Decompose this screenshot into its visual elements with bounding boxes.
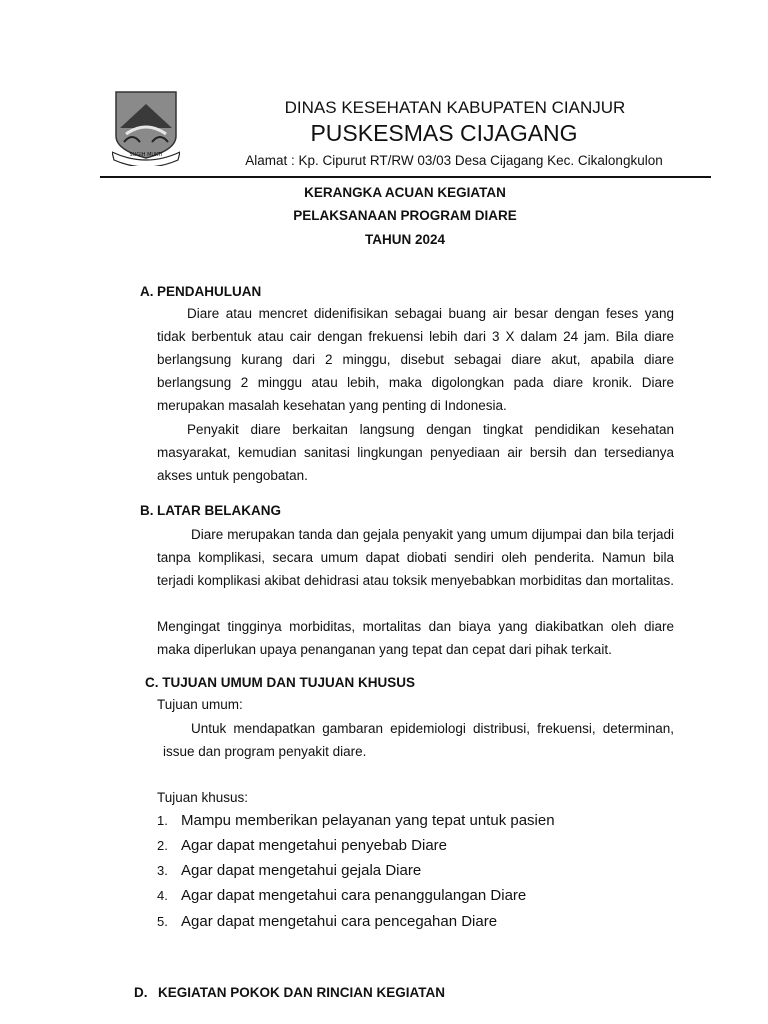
list-item: 4. Agar dapat mengetahui cara penanggulangan Diare [157, 887, 527, 904]
puskesmas-name: PUSKESMAS CIJAGANG [310, 120, 578, 146]
list-item: 1. Mampu memberikan pelayanan yang tepat untuk pasien [157, 812, 555, 829]
tujuan-khusus-label: Tujuan khusus: [157, 790, 249, 805]
tujuan-umum-text: Untuk mendapatkan gambaran epidemiologi distribusi, frekuensi, determinan, issue dan program penyakit diare. [163, 721, 674, 759]
section-a-label: A. [140, 284, 154, 299]
list-item: 5. Agar dapat mengetahui cara pencegahan Diare [157, 913, 498, 930]
section-d-label: D. [134, 985, 148, 1000]
section-b-para1: Diare merupakan tanda dan gejala penyakit yang umum dijumpai dan bila terjadi tanpa komplikasi, secara umum dapat diobati sendiri oleh penderita. Namun bila terjadi komplikasi akibat dehidrasi atau toksik menyebabkan morbiditas dan mortalitas. [157, 527, 675, 588]
list-item: 3. Agar dapat mengetahui gejala Diare [157, 862, 422, 879]
doc-title-2: PELAKSANAAN PROGRAM DIARE [293, 208, 517, 223]
tujuan-umum-label: Tujuan umum: [157, 697, 243, 712]
section-a-para1: Diare atau mencret didenifisikan sebagai buang air besar dengan feses yang tidak berbentuk atau cair dengan frekuensi lebih dari 3 X dalam 24 jam. Bila diare berlangsung kurang dari 2 minggu, disebut sebagai diare akut, apabila diare berlangsung 2 minggu atau lebih, maka digolongkan pada diare kronik. Diare merupakan masalah kesehatan yang penting di Indonesia. [157, 306, 674, 413]
logo-motto: SUGIH MUKTI [129, 152, 163, 158]
header-divider [100, 176, 711, 178]
section-c-heading: C. TUJUAN UMUM DAN TUJUAN KHUSUS [145, 675, 415, 690]
doc-title-1: KERANGKA ACUAN KEGIATAN [304, 185, 506, 200]
section-b-label: B. [140, 503, 154, 518]
section-b-heading: LATAR BELAKANG [157, 503, 281, 518]
doc-title-3: TAHUN 2024 [364, 232, 446, 247]
section-a-heading: PENDAHULUAN [157, 284, 262, 299]
agency-name: DINAS KESEHATAN KABUPATEN CIANJUR [284, 98, 626, 117]
address: Alamat : Kp. Cipurut RT/RW 03/03 Desa Cijagang Kec. Cikalongkulon [245, 153, 663, 168]
section-b-para2: Mengingat tingginya morbiditas, mortalitas dan biaya yang diakibatkan oleh diare maka diperlukan upaya penanganan yang tepat dan cepat dari pihak terkait. [157, 619, 674, 657]
section-a-para2: Penyakit diare berkaitan langsung dengan tingkat pendidikan kesehatan masyarakat, kemudian sanitasi lingkungan penyediaan air bersih dan tersedianya akses untuk pengobatan. [157, 422, 674, 483]
list-item: 2. Agar dapat mengetahui penyebab Diare [157, 837, 448, 854]
section-d-heading: KEGIATAN POKOK DAN RINCIAN KEGIATAN [158, 985, 445, 1000]
